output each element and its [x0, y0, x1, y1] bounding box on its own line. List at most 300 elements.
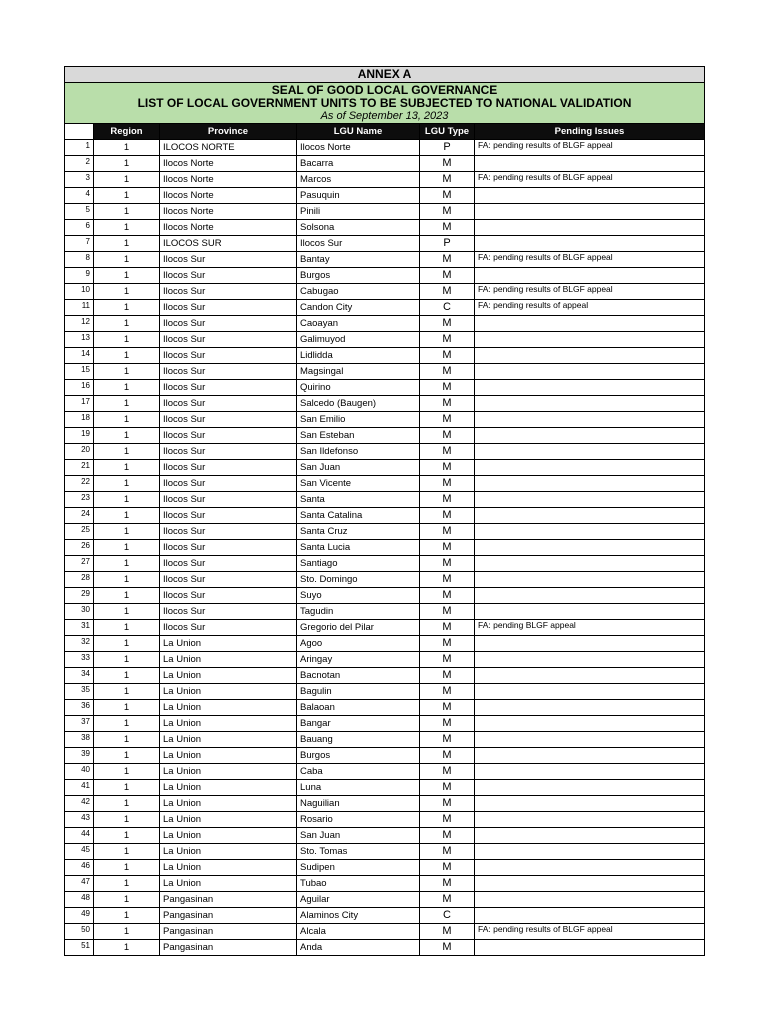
- table-row: [65, 188, 705, 204]
- row-number: 31: [65, 620, 94, 636]
- lgu-type-cell: M: [420, 732, 475, 748]
- lgu-name-cell: Alaminos City: [297, 908, 420, 924]
- region-cell: 1: [94, 844, 160, 860]
- lgu-type-cell: M: [420, 700, 475, 716]
- province-cell: Ilocos Sur: [160, 348, 297, 364]
- province-cell: Ilocos Sur: [160, 476, 297, 492]
- lgu-type-cell: M: [420, 844, 475, 860]
- lgu-name-cell: Agoo: [297, 636, 420, 652]
- region-cell: 1: [94, 428, 160, 444]
- lgu-name-cell: Burgos: [297, 748, 420, 764]
- province-cell: Ilocos Sur: [160, 460, 297, 476]
- lgu-type-cell: M: [420, 172, 475, 188]
- region-cell: 1: [94, 140, 160, 156]
- lgu-name-cell: Lidlidda: [297, 348, 420, 364]
- lgu-type-cell: M: [420, 876, 475, 892]
- lgu-name-cell: Bantay: [297, 252, 420, 268]
- province-cell: Ilocos Norte: [160, 188, 297, 204]
- row-number: 30: [65, 604, 94, 620]
- row-number: 50: [65, 924, 94, 940]
- row-number: 2: [65, 156, 94, 172]
- pending-issues-cell: [475, 348, 705, 364]
- row-number: 15: [65, 364, 94, 380]
- table-row: [65, 300, 705, 316]
- row-number: 20: [65, 444, 94, 460]
- region-cell: 1: [94, 620, 160, 636]
- row-number: 40: [65, 764, 94, 780]
- row-number: 14: [65, 348, 94, 364]
- row-number: 35: [65, 684, 94, 700]
- pending-issues-cell: [475, 428, 705, 444]
- lgu-name-cell: Magsingal: [297, 364, 420, 380]
- region-cell: 1: [94, 572, 160, 588]
- lgu-name-cell: Pinili: [297, 204, 420, 220]
- lgu-name-cell: San Juan: [297, 828, 420, 844]
- lgu-name-cell: San Vicente: [297, 476, 420, 492]
- region-cell: 1: [94, 492, 160, 508]
- table-row: [65, 220, 705, 236]
- row-number: 23: [65, 492, 94, 508]
- lgu-type-cell: M: [420, 220, 475, 236]
- pending-issues-cell: [475, 588, 705, 604]
- pending-issues-cell: [475, 204, 705, 220]
- row-number: 49: [65, 908, 94, 924]
- table-row: [65, 892, 705, 908]
- lgu-name-cell: Santa Lucia: [297, 540, 420, 556]
- region-cell: 1: [94, 364, 160, 380]
- lgu-type-cell: M: [420, 460, 475, 476]
- region-cell: 1: [94, 396, 160, 412]
- region-cell: 1: [94, 860, 160, 876]
- row-number: 24: [65, 508, 94, 524]
- table-row: [65, 924, 705, 940]
- lgu-type-cell: C: [420, 908, 475, 924]
- lgu-name-cell: Aringay: [297, 652, 420, 668]
- province-cell: Ilocos Sur: [160, 412, 297, 428]
- pending-issues-cell: [475, 732, 705, 748]
- row-number: 13: [65, 332, 94, 348]
- lgu-name-cell: Solsona: [297, 220, 420, 236]
- pending-issues-cell: [475, 220, 705, 236]
- pending-issues-cell: [475, 796, 705, 812]
- row-number: 4: [65, 188, 94, 204]
- row-number: 22: [65, 476, 94, 492]
- row-number: 44: [65, 828, 94, 844]
- table-row: [65, 748, 705, 764]
- province-cell: La Union: [160, 732, 297, 748]
- row-number: 10: [65, 284, 94, 300]
- table-row: [65, 460, 705, 476]
- lgu-type-cell: M: [420, 508, 475, 524]
- row-number: 51: [65, 940, 94, 956]
- table-row: [65, 732, 705, 748]
- lgu-type-cell: M: [420, 556, 475, 572]
- region-cell: 1: [94, 268, 160, 284]
- table-row: [65, 444, 705, 460]
- lgu-type-cell: M: [420, 796, 475, 812]
- lgu-type-cell: M: [420, 412, 475, 428]
- province-cell: Ilocos Sur: [160, 572, 297, 588]
- province-cell: Ilocos Sur: [160, 380, 297, 396]
- lgu-type-cell: M: [420, 252, 475, 268]
- lgu-type-cell: M: [420, 364, 475, 380]
- table-row: [65, 828, 705, 844]
- pending-issues-cell: [475, 604, 705, 620]
- region-cell: 1: [94, 940, 160, 956]
- lgu-name-cell: Bangar: [297, 716, 420, 732]
- table-row: [65, 844, 705, 860]
- lgu-name-cell: Tagudin: [297, 604, 420, 620]
- pending-issues-cell: [475, 572, 705, 588]
- lgu-type-cell: M: [420, 380, 475, 396]
- row-number: 16: [65, 380, 94, 396]
- province-cell: Pangasinan: [160, 908, 297, 924]
- pending-issues-cell: [475, 892, 705, 908]
- annex-label: ANNEX A: [65, 67, 705, 83]
- table-row: [65, 796, 705, 812]
- pending-issues-cell: [475, 780, 705, 796]
- pending-issues-cell: FA: pending results of BLGF appeal: [475, 172, 705, 188]
- pending-issues-cell: [475, 444, 705, 460]
- row-number: 29: [65, 588, 94, 604]
- region-cell: 1: [94, 348, 160, 364]
- pending-issues-cell: [475, 652, 705, 668]
- table-row: [65, 476, 705, 492]
- lgu-name-cell: Rosario: [297, 812, 420, 828]
- lgu-name-cell: Naguilian: [297, 796, 420, 812]
- lgu-validation-table: [64, 66, 705, 956]
- region-cell: 1: [94, 588, 160, 604]
- table-row: [65, 412, 705, 428]
- pending-issues-cell: [475, 188, 705, 204]
- table-row: [65, 700, 705, 716]
- province-cell: Pangasinan: [160, 940, 297, 956]
- province-cell: Ilocos Sur: [160, 428, 297, 444]
- lgu-type-cell: M: [420, 764, 475, 780]
- row-number: 37: [65, 716, 94, 732]
- region-cell: 1: [94, 476, 160, 492]
- lgu-name-cell: Galimuyod: [297, 332, 420, 348]
- pending-issues-cell: [475, 812, 705, 828]
- region-cell: 1: [94, 700, 160, 716]
- lgu-type-cell: M: [420, 428, 475, 444]
- table-row: [65, 780, 705, 796]
- lgu-name-cell: Luna: [297, 780, 420, 796]
- province-cell: Ilocos Sur: [160, 492, 297, 508]
- pending-issues-cell: [475, 844, 705, 860]
- row-number: 9: [65, 268, 94, 284]
- pending-issues-cell: [475, 556, 705, 572]
- lgu-type-cell: M: [420, 892, 475, 908]
- region-cell: 1: [94, 668, 160, 684]
- table-row: [65, 332, 705, 348]
- row-number: 7: [65, 236, 94, 252]
- province-cell: La Union: [160, 764, 297, 780]
- title-row: [65, 83, 705, 124]
- region-cell: 1: [94, 316, 160, 332]
- lgu-name-cell: Candon City: [297, 300, 420, 316]
- region-cell: 1: [94, 716, 160, 732]
- province-cell: La Union: [160, 844, 297, 860]
- region-cell: 1: [94, 508, 160, 524]
- province-cell: Ilocos Norte: [160, 156, 297, 172]
- lgu-type-cell: M: [420, 492, 475, 508]
- lgu-type-cell: M: [420, 620, 475, 636]
- lgu-name-cell: Ilocos Norte: [297, 140, 420, 156]
- lgu-type-cell: M: [420, 396, 475, 412]
- lgu-type-cell: M: [420, 524, 475, 540]
- province-cell: Ilocos Norte: [160, 204, 297, 220]
- lgu-type-cell: M: [420, 204, 475, 220]
- province-cell: La Union: [160, 684, 297, 700]
- lgu-name-cell: San Ildefonso: [297, 444, 420, 460]
- pending-issues-cell: [475, 940, 705, 956]
- table-row: [65, 636, 705, 652]
- province-cell: La Union: [160, 812, 297, 828]
- province-cell: Pangasinan: [160, 924, 297, 940]
- pending-issues-cell: [475, 316, 705, 332]
- pending-issues-cell: FA: pending results of BLGF appeal: [475, 252, 705, 268]
- lgu-type-cell: M: [420, 748, 475, 764]
- row-number: 28: [65, 572, 94, 588]
- row-number: 34: [65, 668, 94, 684]
- table-row: [65, 764, 705, 780]
- province-cell: La Union: [160, 860, 297, 876]
- pending-issues-cell: FA: pending results of appeal: [475, 300, 705, 316]
- pending-issues-cell: [475, 492, 705, 508]
- table-row: [65, 316, 705, 332]
- province-cell: La Union: [160, 796, 297, 812]
- table-row: [65, 572, 705, 588]
- lgu-name-cell: Gregorio del Pilar: [297, 620, 420, 636]
- province-cell: La Union: [160, 636, 297, 652]
- row-number: 1: [65, 140, 94, 156]
- province-cell: Ilocos Sur: [160, 508, 297, 524]
- lgu-name-cell: Santa Cruz: [297, 524, 420, 540]
- region-cell: 1: [94, 604, 160, 620]
- region-cell: 1: [94, 924, 160, 940]
- table-row: [65, 380, 705, 396]
- table-row: [65, 364, 705, 380]
- table-body: [65, 140, 705, 956]
- region-cell: 1: [94, 812, 160, 828]
- province-cell: Ilocos Sur: [160, 588, 297, 604]
- region-cell: 1: [94, 156, 160, 172]
- pending-issues-cell: [475, 764, 705, 780]
- lgu-type-cell: M: [420, 636, 475, 652]
- region-cell: 1: [94, 828, 160, 844]
- region-cell: 1: [94, 636, 160, 652]
- row-number: 33: [65, 652, 94, 668]
- title-line-1: SEAL OF GOOD LOCAL GOVERNANCE: [271, 83, 498, 97]
- lgu-type-cell: M: [420, 588, 475, 604]
- region-cell: 1: [94, 684, 160, 700]
- lgu-name-cell: Aguilar: [297, 892, 420, 908]
- region-cell: 1: [94, 412, 160, 428]
- table-row: [65, 508, 705, 524]
- pending-issues-cell: [475, 508, 705, 524]
- pending-issues-cell: [475, 268, 705, 284]
- province-cell: ILOCOS SUR: [160, 236, 297, 252]
- lgu-name-cell: San Esteban: [297, 428, 420, 444]
- pending-issues-cell: [475, 908, 705, 924]
- lgu-type-cell: M: [420, 156, 475, 172]
- pending-issues-cell: [475, 524, 705, 540]
- lgu-name-cell: Balaoan: [297, 700, 420, 716]
- table-row: [65, 348, 705, 364]
- lgu-type-cell: M: [420, 860, 475, 876]
- province-cell: ILOCOS NORTE: [160, 140, 297, 156]
- table-row: [65, 156, 705, 172]
- region-cell: 1: [94, 540, 160, 556]
- pending-issues-cell: [475, 332, 705, 348]
- lgu-type-cell: M: [420, 316, 475, 332]
- pending-issues-cell: [475, 860, 705, 876]
- row-number: 41: [65, 780, 94, 796]
- region-cell: 1: [94, 332, 160, 348]
- region-cell: 1: [94, 204, 160, 220]
- table-row: [65, 668, 705, 684]
- pending-issues-cell: [475, 412, 705, 428]
- row-number: 8: [65, 252, 94, 268]
- region-cell: 1: [94, 284, 160, 300]
- header-region: Region: [94, 124, 160, 140]
- pending-issues-cell: FA: pending results of BLGF appeal: [475, 140, 705, 156]
- row-number: 18: [65, 412, 94, 428]
- table-row: [65, 396, 705, 412]
- lgu-type-cell: M: [420, 348, 475, 364]
- lgu-type-cell: P: [420, 140, 475, 156]
- pending-issues-cell: [475, 380, 705, 396]
- lgu-type-cell: M: [420, 444, 475, 460]
- province-cell: Ilocos Sur: [160, 284, 297, 300]
- lgu-name-cell: Sudipen: [297, 860, 420, 876]
- lgu-type-cell: M: [420, 332, 475, 348]
- header-province: Province: [160, 124, 297, 140]
- lgu-name-cell: San Emilio: [297, 412, 420, 428]
- lgu-name-cell: Sto. Domingo: [297, 572, 420, 588]
- as-of-date: As of September 13, 2023: [320, 110, 449, 122]
- title-block: [65, 83, 705, 124]
- lgu-type-cell: M: [420, 572, 475, 588]
- table-row: [65, 716, 705, 732]
- lgu-type-cell: M: [420, 268, 475, 284]
- header-lgu-name: LGU Name: [297, 124, 420, 140]
- lgu-type-cell: M: [420, 188, 475, 204]
- province-cell: Ilocos Sur: [160, 540, 297, 556]
- lgu-name-cell: Caoayan: [297, 316, 420, 332]
- table-row: [65, 428, 705, 444]
- province-cell: Pangasinan: [160, 892, 297, 908]
- table-row: [65, 684, 705, 700]
- region-cell: 1: [94, 172, 160, 188]
- row-number: 27: [65, 556, 94, 572]
- lgu-name-cell: Bauang: [297, 732, 420, 748]
- lgu-type-cell: M: [420, 828, 475, 844]
- row-number: 3: [65, 172, 94, 188]
- region-cell: 1: [94, 748, 160, 764]
- province-cell: Ilocos Sur: [160, 444, 297, 460]
- lgu-name-cell: Marcos: [297, 172, 420, 188]
- lgu-name-cell: Caba: [297, 764, 420, 780]
- province-cell: Ilocos Sur: [160, 396, 297, 412]
- region-cell: 1: [94, 732, 160, 748]
- lgu-name-cell: Santa: [297, 492, 420, 508]
- pending-issues-cell: [475, 540, 705, 556]
- pending-issues-cell: [475, 668, 705, 684]
- row-number: 38: [65, 732, 94, 748]
- lgu-type-cell: M: [420, 668, 475, 684]
- pending-issues-cell: [475, 716, 705, 732]
- region-cell: 1: [94, 460, 160, 476]
- lgu-name-cell: Anda: [297, 940, 420, 956]
- table-row: [65, 252, 705, 268]
- province-cell: Ilocos Sur: [160, 300, 297, 316]
- table-row: [65, 492, 705, 508]
- table-row: [65, 812, 705, 828]
- lgu-name-cell: Bacarra: [297, 156, 420, 172]
- region-cell: 1: [94, 188, 160, 204]
- lgu-type-cell: M: [420, 940, 475, 956]
- region-cell: 1: [94, 652, 160, 668]
- lgu-name-cell: Ilocos Sur: [297, 236, 420, 252]
- pending-issues-cell: [475, 700, 705, 716]
- lgu-name-cell: Cabugao: [297, 284, 420, 300]
- pending-issues-cell: [475, 476, 705, 492]
- table-row: [65, 588, 705, 604]
- table-row: [65, 860, 705, 876]
- table-row: [65, 604, 705, 620]
- row-number: 32: [65, 636, 94, 652]
- table-row: [65, 172, 705, 188]
- row-number: 21: [65, 460, 94, 476]
- lgu-name-cell: Bacnotan: [297, 668, 420, 684]
- lgu-type-cell: M: [420, 652, 475, 668]
- province-cell: Ilocos Sur: [160, 620, 297, 636]
- region-cell: 1: [94, 796, 160, 812]
- pending-issues-cell: [475, 636, 705, 652]
- province-cell: La Union: [160, 748, 297, 764]
- lgu-type-cell: M: [420, 476, 475, 492]
- province-cell: Ilocos Norte: [160, 220, 297, 236]
- province-cell: La Union: [160, 780, 297, 796]
- lgu-name-cell: Sto. Tomas: [297, 844, 420, 860]
- province-cell: La Union: [160, 652, 297, 668]
- province-cell: Ilocos Sur: [160, 252, 297, 268]
- lgu-name-cell: Santa Catalina: [297, 508, 420, 524]
- province-cell: Ilocos Sur: [160, 604, 297, 620]
- table-row: [65, 204, 705, 220]
- province-cell: Ilocos Sur: [160, 332, 297, 348]
- region-cell: 1: [94, 908, 160, 924]
- pending-issues-cell: [475, 684, 705, 700]
- province-cell: Ilocos Sur: [160, 556, 297, 572]
- row-number: 36: [65, 700, 94, 716]
- row-number: 5: [65, 204, 94, 220]
- lgu-name-cell: Tubao: [297, 876, 420, 892]
- lgu-type-cell: M: [420, 924, 475, 940]
- table-row: [65, 540, 705, 556]
- lgu-name-cell: Alcala: [297, 924, 420, 940]
- row-number: 39: [65, 748, 94, 764]
- region-cell: 1: [94, 236, 160, 252]
- region-cell: 1: [94, 764, 160, 780]
- lgu-name-cell: Burgos: [297, 268, 420, 284]
- table-row: [65, 268, 705, 284]
- lgu-type-cell: M: [420, 540, 475, 556]
- lgu-name-cell: Salcedo (Baugen): [297, 396, 420, 412]
- lgu-name-cell: Santiago: [297, 556, 420, 572]
